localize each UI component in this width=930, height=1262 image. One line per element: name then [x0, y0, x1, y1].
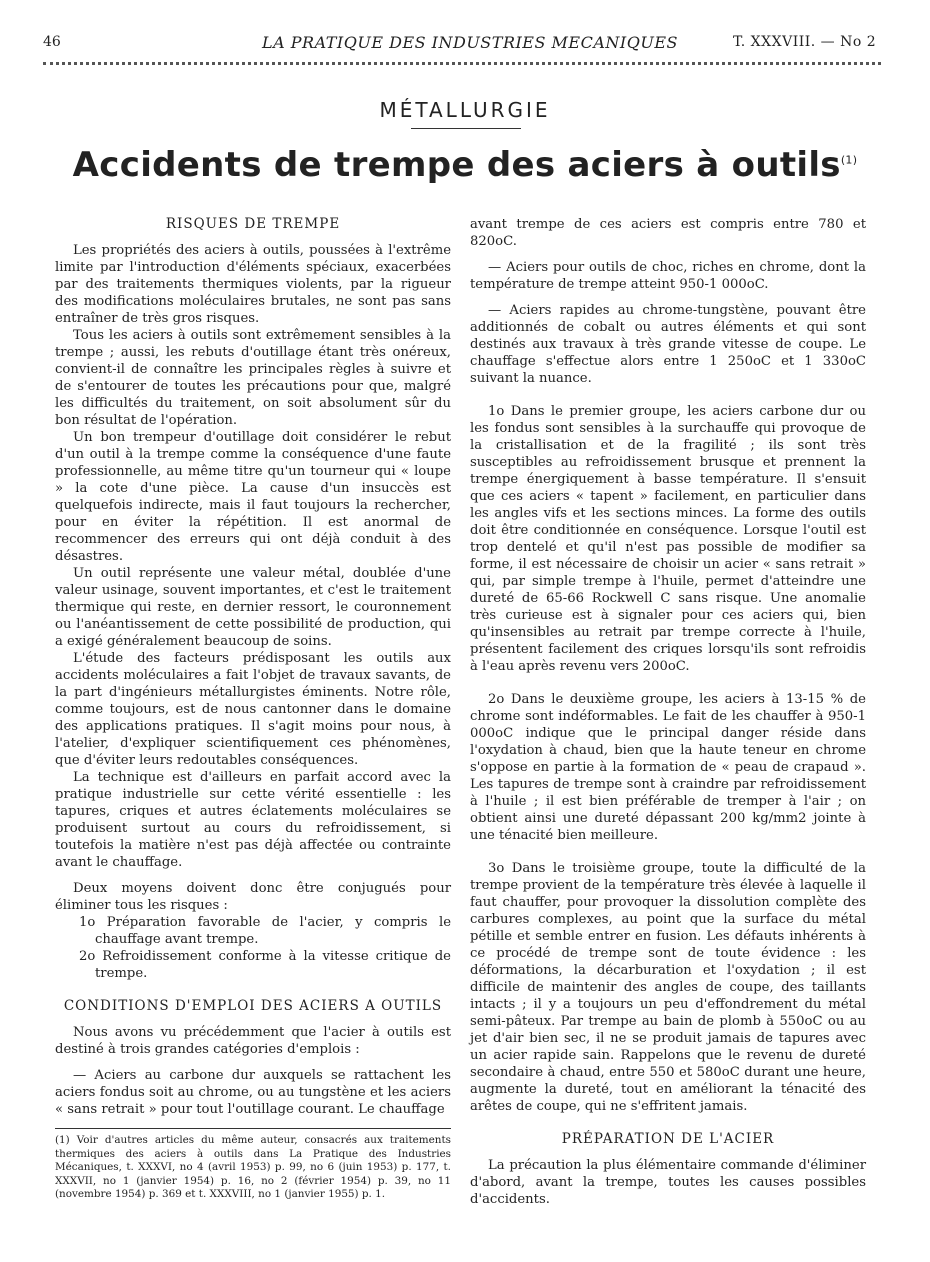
paragraph: La technique est d'ailleurs en parfait accord avec la pratique industrielle sur cette vérité essentielle : les tapures, criques et autres éclatements moléculaires se produisent surtout au cours du refroidissement, si toutefois la matière n'est pas déjà affectée ou contrainte avant le chauffage. [55, 770, 451, 870]
paragraph: avant trempe de ces aciers est compris entre 780 et 820oC. [470, 217, 866, 249]
journal-title: LA PRATIQUE DES INDUSTRIES MECANIQUES [262, 33, 678, 52]
footnote-rule [55, 1128, 451, 1129]
paragraph: Un bon trempeur d'outillage doit considérer le rebut d'un outil à la trempe comme la conséquence d'une faute professionnelle, au même titre qu'un tourneur qui « loupe » la cote d'une pièce. La cause d'un insuccès est quelquefois indirecte, mais il faut toujours la rechercher, pour en éviter la répétition. Il est anormal de recommencer des erreurs qui ont déjà conduit à des désastres. [55, 430, 451, 564]
section-rule [411, 128, 521, 129]
paragraph: Nous avons vu précédemment que l'acier à outils est destiné à trois grandes catégories d'emplois : [55, 1025, 451, 1057]
paragraph: 3o Dans le troisième groupe, toute la difficulté de la trempe provient de la température très élevée à laquelle il faut chauffer, pour provoquer la dissolution complète des carbures complexes, au point que la surface du métal pétille et semble entrer en fusion. Les défauts inhérents à ce procédé de trempe sont de toute évidence : les déformations, la décarburation et l'oxydation ; il est difficile de maintenir des angles de coupe, des taillants intacts ; il y a toujours un peu d'effondrement du métal semi-pâteux. Par trempe au bain de plomb à 550oC ou au jet d'air bien sec, il ne se produit jamais de tapures avec un acier rapide sain. Rappelons que le revenu de dureté secondaire à chaud, entre 550 et 580oC durant une heure, augmente la dureté, tout en améliorant la ténacité des arêtes de coupe, qui ne s'effritent jamais. [470, 861, 866, 1114]
paragraph: Deux moyens doivent donc être conjugués pour éliminer tous les risques : [55, 881, 451, 913]
paragraph: 2o Dans le deuxième groupe, les aciers à 13-15 % de chrome sont indéformables. Le fait de les chauffer à 950-1 000oC indique que le principal danger réside dans l'oxydation à chaud, bien que la haute teneur en chrome s'oppose en partie à la formation de « peau de crapaud ». Les tapures de trempe sont à craindre par refroidissement à l'huile ; il est bien préférable de tremper à l'air ; on obtient ainsi une dureté dépassant 200 kg/mm2 jointe à une ténacité bien meilleure. [470, 692, 866, 843]
header-dotted-rule [43, 62, 881, 65]
heading-risques: RISQUES DE TREMPE [165, 216, 341, 232]
paragraph: 1o Dans le premier groupe, les aciers carbone dur ou les fondus sont sensibles à la surchauffe qui provoque de la cristallisation et de la fragilité ; ils sont très susceptibles au refroidissement brusque et prennent la trempe énergiquement à basse température. Il s'ensuit que ces aciers « tapent » facilement, en particulier dans les angles vifs et les sections minces. La forme des outils doit être conditionnée en conséquence. Lorsque l'outil est trop dentelé et qu'il n'est pas possible de modifier sa forme, il est nécessaire de choisir un acier « sans retrait » qui, par simple trempe à l'huile, permet d'atteindre une dureté de 65-66 Rockwell C sans risque. Une anomalie très curieuse est à signaler pour ces aciers qui, bien qu'insensibles au retrait par trempe correcte à l'huile, présentent facilement des criques lorsqu'ils sont refroidis à l'eau après revenu vers 200oC. [470, 404, 866, 674]
section-title: MÉTALLURGIE [379, 98, 551, 122]
left-column [55, 216, 451, 1118]
paragraph: — Aciers au carbone dur auxquels se rattachent les aciers fondus soit au chrome, ou au tungstène et les aciers « sans retrait » pour tout l'outillage courant. Le chauffage [55, 1068, 451, 1117]
article-title-text: Accidents de trempe des aciers à outils [72, 145, 841, 185]
list-item: 2o Refroidissement conforme à la vitesse critique de trempe. [79, 949, 451, 981]
list-item: 1o Préparation favorable de l'acier, y compris le chauffage avant trempe. [79, 915, 451, 947]
paragraph: Les propriétés des aciers à outils, poussées à l'extrême limite par l'introduction d'éléments spéciaux, exacerbées par des traitements thermiques violents, par la rigueur des modifications moléculaires brutales, ne sont pas sans entraîner de très gros risques. [55, 243, 451, 326]
paragraph: Un outil représente une valeur métal, doublée d'une valeur usinage, souvent importantes, et c'est le traitement thermique qui reste, en dernier ressort, le couronnement ou l'anéantissement de cette possibilité de production, qui a exigé généralement beaucoup de soins. [55, 566, 451, 649]
paragraph: — Aciers pour outils de choc, riches en chrome, dont la température de trempe atteint 950-1 000oC. [470, 260, 866, 292]
paragraph: Tous les aciers à outils sont extrêmement sensibles à la trempe ; aussi, les rebuts d'outillage étant très onéreux, convient-il de connaître les principales règles à suivre et de s'entourer de toutes les précautions pour que, malgré les difficultés du traitement, on soit absolument sûr du bon résultat de l'opération. [55, 328, 451, 428]
footnote-mark: (1) [840, 153, 858, 167]
heading-preparation: PRÉPARATION DE L'ACIER [561, 1131, 775, 1147]
paragraph: L'étude des facteurs prédisposant les outils aux accidents moléculaires a fait l'objet de travaux savants, de la part d'ingénieurs métallurgistes éminents. Notre rôle, comme toujours, est de nous cantonner dans le domaine des applications pratiques. Il s'agit moins pour nous, à l'atelier, d'expliquer scientifiquement ces phénomènes, que d'éviter leurs redoutables conséquences. [55, 651, 451, 768]
right-column [470, 216, 866, 1208]
paragraph: La précaution la plus élémentaire commande d'éliminer d'abord, avant la trempe, toutes les causes possibles d'accidents. [470, 1158, 866, 1207]
page-number: 46 [43, 34, 61, 50]
footnote: (1) Voir d'autres articles du même auteur, consacrés aux traitements thermiques des aciers à outils dans La Pratique des Industries Mécaniques, t. XXXVI, no 4 (avril 1953) p. 99, no 6 (juin 1953) p. 177, t. XXXVII, no 1 (janvier 1954) p. 16, no 2 (février 1954) p. 39, no 11 (novembre 1954) p. 369 et t. XXXVIII, no 1 (janvier 1955) p. 1. [55, 1134, 451, 1201]
heading-conditions: CONDITIONS D'EMPLOI DES ACIERS A OUTILS [63, 998, 443, 1014]
issue-number: T. XXXVIII. — No 2 [733, 34, 877, 50]
article-title [0, 145, 930, 185]
paragraph: — Aciers rapides au chrome-tungstène, pouvant être additionnés de cobalt ou autres éléments et qui sont destinés aux travaux à très grande vitesse de coupe. Le chauffage s'effectue alors entre 1 250oC et 1 330oC suivant la nuance. [470, 303, 866, 386]
